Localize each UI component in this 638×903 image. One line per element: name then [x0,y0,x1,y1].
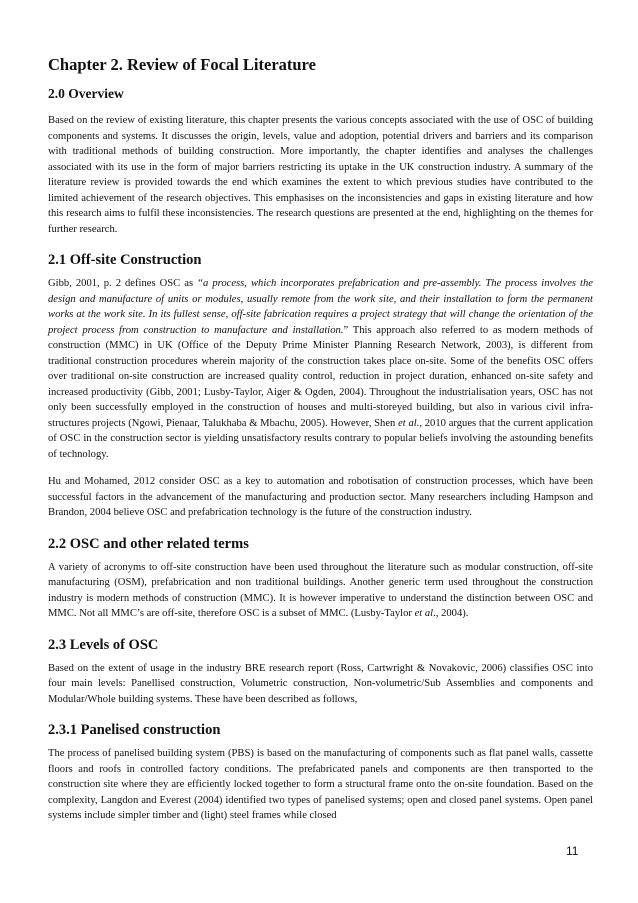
overview-paragraph: Based on the review of existing literature, this chapter presents the various concepts associated with the use of OSC of building components and systems. It discusses the origin, levels, value and adoption, potential drivers and barriers and its comparison with traditional methods of building construction. More importantly, the chapter identifies and analyses the challenges associated with its use in the form of major barriers restricting its uptake in the UK construction industry. A summary of the literature review is provided towards the end which examines the extent to which previous studies have contributed to the limited achievement of the research objectives. This emphasises on the inconsistencies and gaps in existing literature and how this research aims to fulfil these inconsistencies. The research questions are presented at the end, highlighting on the themes for further research. [48,115,593,235]
citation-et-al: et al. [398,417,420,429]
page-number: 11 [566,844,579,858]
section-heading-levels-of-osc: 2.3 Levels of OSC [48,636,159,653]
page-content [48,55,593,836]
chapter-title: Chapter 2. Review of Focal Literature [48,55,316,74]
section-heading-related-terms: 2.2 OSC and other related terms [48,535,249,552]
text-run: A variety of acronyms to off-site construction have been used throughout the literature such as modular construction, off-site manufacturing (OSM), prefabrication and non traditional buildings. Another generic term used throughout the construction industry is modern methods of construction (MMC). It is however imperative to understand the distinction between OSC and MMC. Not all MMC’s are off-site, therefore OSC is a subset of MMC. (Lusby-Taylor [48,561,593,619]
text-run: , 2010 argues that the current application of OSC in the construction sector is yielding unsatisfactory results contrary to popular beliefs involving the astounding benefits of technology. [48,417,593,460]
text-run: ” This approach also referred to as modern methods of construction (MMC) in UK (Office of the Deputy Prime Minister Planning Research Network, 2003), is different from traditional construction procedures wherein majority of the construction takes place on-site. Some of the benefits OSC offers over traditional on-site construction are increased quality control, reduction in project duration, enhanced on-site safety and increased productivity (Gibb, 2001; Lusby-Taylor, Aiger & Ogden, 2004). Throughout the industrialisation years, OSC has not only been successfully employed in the construction of houses and multi-storeyed building, but also in various civil infra-structures projects (Ngowi, Pienaar, Talukhaba & Mbachu, 2005). However, Shen [48,324,593,429]
related-terms-paragraph [48,560,593,622]
text-run: ., 2004). [433,608,469,619]
text-run: Gibb, 2001, p. 2 defines OSC as [48,278,198,289]
off-site-construction-paragraph-1 [48,276,593,462]
subsection-heading-panelised-construction: 2.3.1 Panelised construction [48,722,221,738]
citation-et-al: et al [414,608,434,619]
section-heading-off-site-construction: 2.1 Off-site Construction [48,252,202,268]
levels-of-osc-paragraph: Based on the extent of usage in the industry BRE research report (Ross, Cartwright & Novakovic, 2006) classifies OSC into four main levels: Panellised construction, Volumetric construction, Non-volumetric/Sub Assemblies and components and Modular/Whole building systems. These have been described as follows, [48,662,593,705]
off-site-construction-paragraph-2: Hu and Mohamed, 2012 consider OSC as a key to automation and robotisation of construction processes, which have been successful factors in the advancement of the manufacturing and production sector. Many researchers including Hampson and Brandon, 2004 believe OSC and prefabrication technology is the future of the construction industry. [48,476,593,518]
section-heading-overview: 2.0 Overview [48,86,124,101]
definition-quote: “a process, which incorporates prefabrication and pre-assembly. The process involves the design and manufacture of units or modules, usually remote from the work site, and their installation to form the permanent works at the work site. In its fullest sense, off-site fabrication requires a project strategy that will change the orientation of the project process from construction to manufacture and installation. [48,278,593,336]
panelised-construction-paragraph: The process of panelised building system (PBS) is based on the manufacturing of components such as flat panel walls, cassette floors and roofs in controlled factory conditions. The prefabricated panels and components are then transported to the construction site where they are efficiently locked together to form a structural frame onto the on-site foundation. Based on the complexity, Langdon and Everest (2004) identified two types of panelised systems; open and closed panel systems. Open panel systems include simpler timber and (light) steel frames while closed [48,748,593,821]
